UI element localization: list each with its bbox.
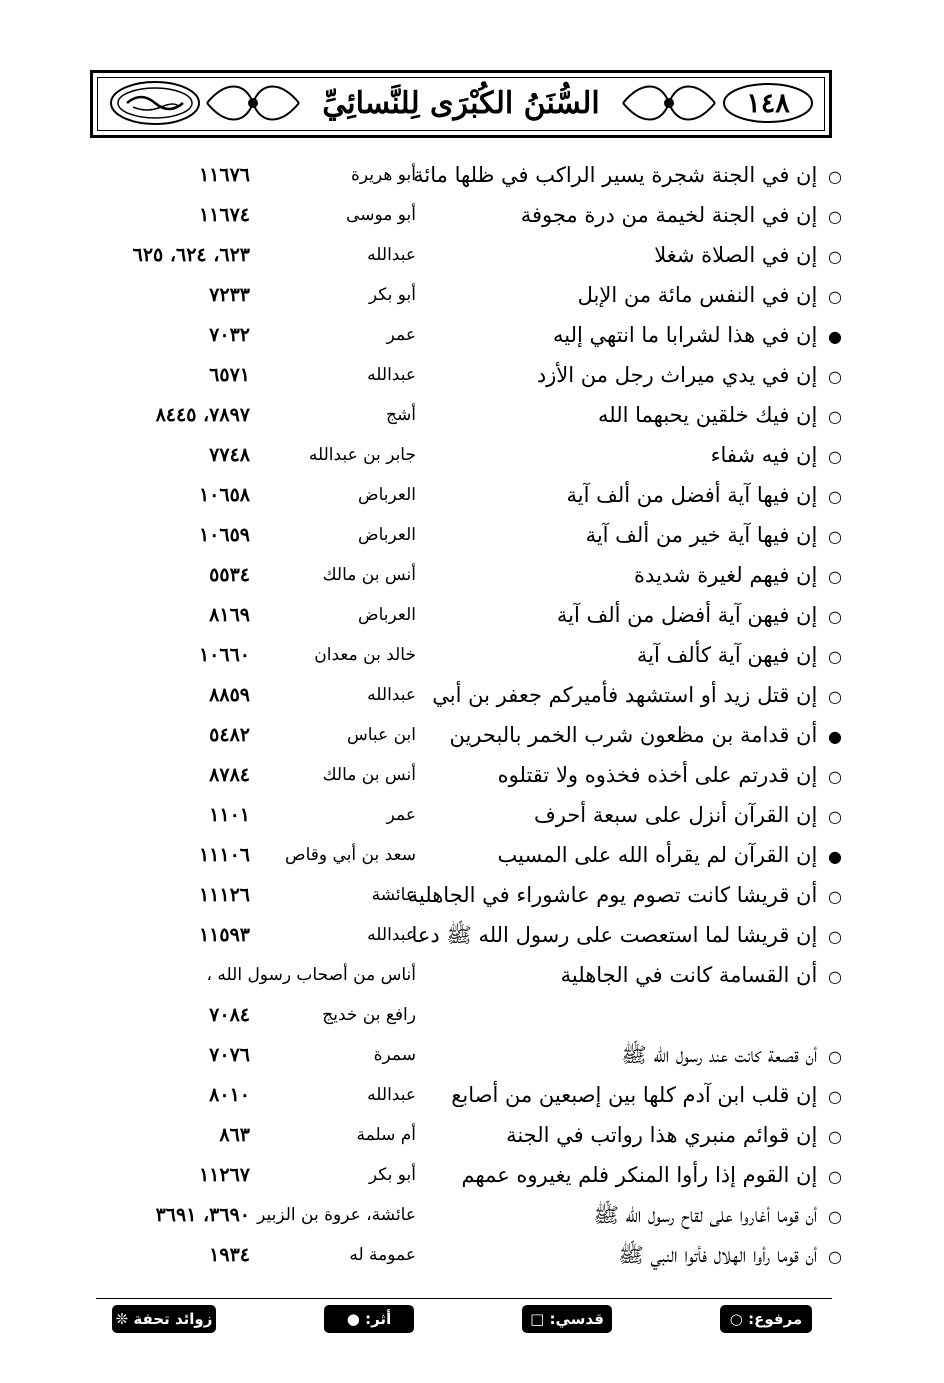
narrator-name: أشج	[386, 405, 416, 425]
hadith-text: إن قتل زيد أو استشهد فأميركم جعفر بن أبي	[432, 683, 818, 707]
narrator-name: أم سلمة	[356, 1125, 416, 1145]
index-row	[0, 475, 944, 515]
hadith-text: إن قوائم منبري هذا رواتب في الجنة	[506, 1123, 818, 1147]
type-mark-icon: ○	[828, 1207, 842, 1226]
index-row	[0, 275, 944, 315]
narrator-name: عمر	[386, 805, 416, 825]
hadith-incipit	[426, 955, 846, 995]
hadith-incipit	[426, 515, 846, 555]
hadith-incipit	[426, 755, 846, 795]
type-mark-icon: ○	[828, 527, 842, 546]
index-row	[0, 1115, 944, 1155]
hadith-numbers: ٧٠٧٦	[209, 1044, 250, 1066]
narrator-name: عبدالله	[367, 1085, 416, 1105]
hadith-incipit	[426, 1035, 846, 1075]
page-number-text: ١٤٨	[746, 87, 790, 119]
narrator-name: جابر بن عبدالله	[308, 445, 416, 465]
hadith-numbers: ١٠٦٥٨	[198, 484, 250, 506]
index-row	[0, 315, 944, 355]
type-mark-icon: ○	[828, 1167, 842, 1186]
index-row	[0, 195, 944, 235]
hadith-incipit	[426, 235, 846, 275]
narrator-name: أناس من أصحاب رسول الله ،	[206, 965, 416, 985]
hadith-text: أن قوما رأوا الهلال فأتوا النبي ﷺ	[618, 1243, 818, 1267]
hadith-text: أن القسامة كانت في الجاهلية	[560, 963, 818, 987]
type-mark-icon: ○	[828, 807, 842, 826]
hadith-numbers: ٥٤٨٢	[209, 724, 250, 746]
index-row	[0, 155, 944, 195]
type-mark-icon: ○	[828, 167, 842, 186]
narrator-name: عبدالله	[367, 245, 416, 265]
hadith-incipit	[426, 475, 846, 515]
hadith-incipit	[426, 795, 846, 835]
hadith-text: أن قصعة كانت عند رسول الله ﷺ	[621, 1043, 818, 1067]
narrator-name: العرباض	[358, 525, 416, 545]
narrator-name: أبو موسى	[346, 205, 416, 225]
index-row	[0, 1075, 944, 1115]
index-row	[0, 1035, 944, 1075]
hadith-incipit	[426, 595, 846, 635]
hadith-incipit	[426, 555, 846, 595]
hadith-text: إن في النفس مائة من الإبل	[577, 283, 818, 307]
type-mark-icon: ○	[828, 487, 842, 506]
index-row	[0, 1155, 944, 1195]
hadith-numbers: ٦٢٣، ٦٢٤، ٦٢٥	[132, 244, 250, 266]
index-row	[0, 915, 944, 955]
hadith-incipit	[426, 995, 846, 1035]
hadith-incipit	[426, 1235, 846, 1275]
hadith-numbers: ١٩٣٤	[209, 1244, 250, 1266]
index-row	[0, 795, 944, 835]
type-mark-icon: ○	[828, 607, 842, 626]
footer-divider	[96, 1298, 832, 1299]
narrator-name: أبو بكر	[368, 285, 416, 305]
type-mark-icon: ○	[828, 567, 842, 586]
hadith-text: إن القرآن لم يقرأه الله على المسيب	[497, 843, 818, 867]
hadith-numbers: ٨٨٥٩	[209, 684, 250, 706]
page-number	[725, 83, 811, 123]
hadith-incipit	[426, 715, 846, 755]
type-mark-icon: ●	[828, 847, 842, 866]
hadith-incipit	[426, 355, 846, 395]
narrator-name: عبدالله	[367, 685, 416, 705]
hadith-numbers: ٨٧٨٤	[209, 764, 250, 786]
type-mark-icon: ○	[828, 367, 842, 386]
left-ornament-icon	[205, 81, 301, 125]
narrator-name: عبدالله	[367, 365, 416, 385]
right-ornament-icon	[621, 81, 717, 125]
hadith-numbers: ٧٢٣٣	[209, 284, 250, 306]
hadith-text: إن في الجنة شجرة يسير الراكب في ظلها مائة	[413, 163, 818, 187]
narrator-name: عائشة	[371, 885, 416, 905]
hadith-numbers: ١١٦٧٦	[198, 164, 250, 186]
hadith-text: إن في الصلاة شغلا	[654, 243, 818, 267]
hadith-numbers	[90, 955, 250, 995]
hadith-numbers: ١١١٢٦	[198, 884, 250, 906]
hadith-incipit	[426, 275, 846, 315]
hadith-numbers: ١١٢٦٧	[198, 1164, 250, 1186]
hadith-numbers: ١١١٠٦	[198, 844, 250, 866]
hadith-numbers: ٨١٦٩	[209, 604, 250, 626]
hadith-text: أن قريشا كانت تصوم يوم عاشوراء في الجاهلية	[407, 883, 818, 907]
index-row	[0, 995, 944, 1035]
hadith-numbers: ٣٦٩٠، ٣٦٩١	[155, 1204, 250, 1226]
index-row	[0, 395, 944, 435]
hadith-text: إن فيها آية أفضل من ألف آية	[566, 483, 818, 507]
legend-marfu: مرفوع: ○	[720, 1305, 812, 1333]
type-mark-icon: ○	[828, 927, 842, 946]
index-row	[0, 635, 944, 675]
hadith-text: أن قدامة بن مظعون شرب الخمر بالبحرين	[449, 723, 818, 747]
index-row	[0, 835, 944, 875]
narrator-name: عائشة، عروة بن الزبير	[257, 1205, 416, 1225]
narrator-name: خالد بن معدان	[314, 645, 416, 665]
type-mark-icon: ○	[828, 407, 842, 426]
narrator-name: أنس بن مالك	[322, 565, 416, 585]
hadith-numbers: ١٠٦٥٩	[198, 524, 250, 546]
type-mark-icon: ○	[828, 247, 842, 266]
index-row	[0, 555, 944, 595]
hadith-incipit	[426, 835, 846, 875]
narrator-name: سعد بن أبي وقاص	[285, 845, 416, 865]
type-mark-icon: ○	[828, 447, 842, 466]
hadith-text: إن فيها آية خير من ألف آية	[585, 523, 818, 547]
index-row	[0, 515, 944, 555]
hadith-numbers: ٧٨٩٧، ٨٤٤٥	[155, 404, 250, 426]
type-mark-icon: ○	[828, 1047, 842, 1066]
hadith-text: إن فيهم لغيرة شديدة	[634, 563, 818, 587]
index-row	[0, 755, 944, 795]
hadith-incipit	[426, 1195, 846, 1235]
hadith-text: إن فيهن آية كألف آية	[636, 643, 818, 667]
index-row	[0, 675, 944, 715]
type-mark-icon: ○	[828, 887, 842, 906]
narrator-name: عمومة له	[349, 1245, 416, 1265]
index-row	[0, 235, 944, 275]
index-row	[0, 955, 944, 995]
narrator-name: عمر	[386, 325, 416, 345]
hadith-incipit	[426, 395, 846, 435]
index-row	[0, 355, 944, 395]
index-row	[0, 1195, 944, 1235]
type-mark-icon: ○	[828, 1247, 842, 1266]
hadith-numbers: ٧٧٤٨	[209, 444, 250, 466]
hadith-incipit	[413, 155, 846, 195]
hadith-text: إن القرآن أنزل على سبعة أحرف	[533, 803, 818, 827]
hadith-incipit	[426, 195, 846, 235]
index-row	[0, 875, 944, 915]
hadith-text: إن القوم إذا رأوا المنكر فلم يغيروه عمهم	[461, 1163, 818, 1187]
type-mark-icon: ○	[828, 207, 842, 226]
narrator-name: ابن عباس	[346, 725, 416, 745]
hadith-numbers: ٨٦٣	[219, 1124, 250, 1146]
hadith-numbers: ١١٥٩٣	[198, 924, 250, 946]
hadith-text: إن في يدي ميراث رجل من الأزد	[536, 363, 818, 387]
hadith-incipit	[426, 435, 846, 475]
hadith-text: أن قوما أغاروا على لقاح رسول الله ﷺ	[593, 1203, 818, 1227]
type-mark-icon: ○	[828, 287, 842, 306]
hadith-text: إن فيهن آية أفضل من ألف آية	[556, 603, 818, 627]
hadith-text: إن فيه شفاء	[710, 443, 818, 467]
type-mark-icon: ○	[828, 1127, 842, 1146]
hadith-incipit	[426, 315, 846, 355]
hadith-numbers: ١١٠١	[209, 804, 250, 826]
type-mark-icon: ●	[828, 727, 842, 746]
page-header	[90, 70, 832, 138]
hadith-text: إن في هذا لشرابا ما انتهي إليه	[553, 323, 818, 347]
type-mark-icon: ●	[828, 327, 842, 346]
hadith-numbers: ٦٥٧١	[209, 364, 250, 386]
type-mark-icon: ○	[828, 967, 842, 986]
hadith-incipit	[411, 915, 846, 955]
type-mark-icon: ○	[828, 767, 842, 786]
hadith-incipit	[426, 675, 846, 715]
hadith-text: إن قريشا لما استعصت على رسول الله ﷺ دعا	[411, 923, 818, 947]
narrator-name: أبو هريرة	[350, 165, 416, 185]
legend-athar: أثر: ●	[324, 1305, 414, 1333]
hadith-text: إن قلب ابن آدم كلها بين إصبعين من أصابع	[451, 1083, 818, 1107]
hadith-numbers: ٥٥٣٤	[209, 564, 250, 586]
index-row	[0, 435, 944, 475]
hadith-incipit	[426, 1075, 846, 1115]
narrator-name: العرباض	[358, 605, 416, 625]
type-mark-icon: ○	[828, 687, 842, 706]
narrator-name: رافع بن خديج	[322, 1005, 416, 1025]
narrator-name: العرباض	[358, 485, 416, 505]
hadith-numbers: ١٠٦٦٠	[198, 644, 250, 666]
hadith-numbers: ٨٠١٠	[209, 1084, 250, 1106]
narrator-name: أنس بن مالك	[322, 765, 416, 785]
legend-qudsi: قدسي: □	[522, 1305, 612, 1333]
book-seal-icon	[107, 79, 203, 127]
hadith-numbers: ٧٠٣٢	[209, 324, 250, 346]
hadith-incipit	[426, 635, 846, 675]
hadith-incipit	[426, 1155, 846, 1195]
hadith-numbers: ١١٦٧٤	[198, 204, 250, 226]
narrator-name: عبدالله	[367, 925, 416, 945]
hadith-incipit	[426, 1115, 846, 1155]
hadith-numbers: ٧٠٨٤	[209, 1004, 250, 1026]
narrator-name: أبو بكر	[368, 1165, 416, 1185]
narrator-name: سمرة	[373, 1045, 416, 1065]
type-mark-icon: ○	[828, 647, 842, 666]
hadith-incipit	[407, 875, 846, 915]
index-row	[0, 715, 944, 755]
hadith-text: إن في الجنة لخيمة من درة مجوفة	[520, 203, 818, 227]
index-row	[0, 595, 944, 635]
index-row	[0, 1235, 944, 1275]
hadith-text: إن قدرتم على أخذه فخذوه ولا تقتلوه	[497, 763, 818, 787]
hadith-text: إن فيك خلقين يحبهما الله	[598, 403, 818, 427]
legend-zawaid: زوائد تحفة ❊	[112, 1305, 216, 1333]
type-mark-icon: ○	[828, 1087, 842, 1106]
book-title: السُّنَنُ الكُبْرَى لِلنَّسائِيِّ	[322, 85, 600, 121]
